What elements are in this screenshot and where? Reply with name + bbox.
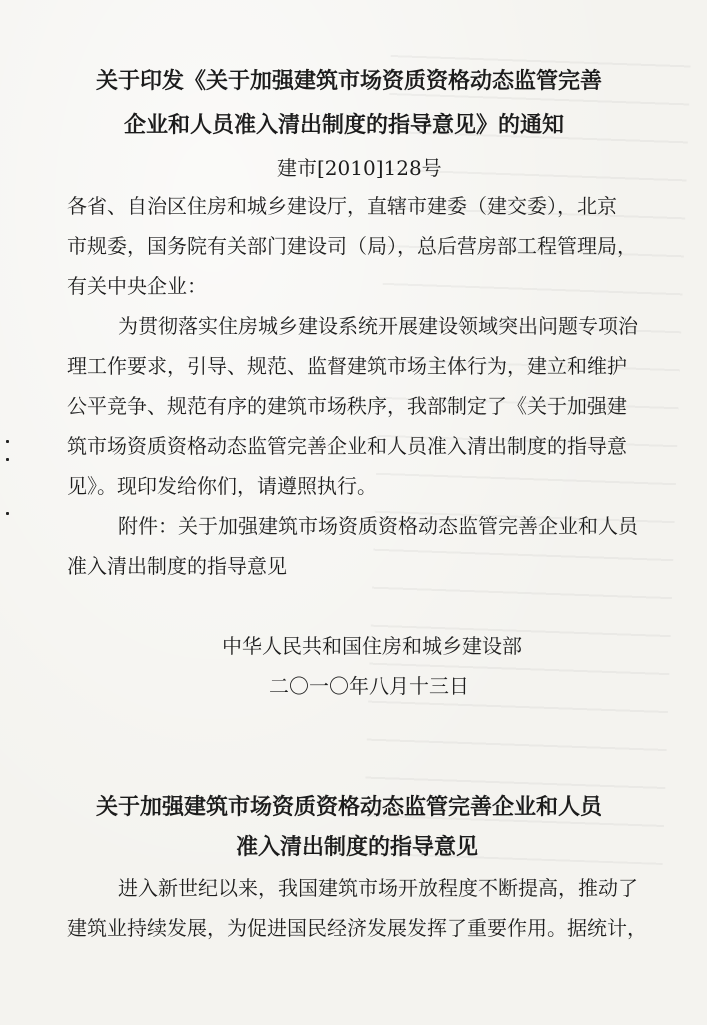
- recipients-line-2: 市规委，国务院有关部门建设司（局），总后营房部工程管理局，: [67, 234, 637, 258]
- notice-title-line-1: 关于印发《关于加强建筑市场资质资格动态监管完善: [96, 69, 603, 94]
- guidance-body-line-1: 进入新世纪以来，我国建筑市场开放程度不断提高，推动了: [118, 876, 638, 900]
- body-line-1: 为贯彻落实住房城乡建设系统开展建设领域突出问题专项治: [118, 314, 638, 338]
- body-line-2: 理工作要求，引导、规范、监督建筑市场主体行为，建立和维护: [67, 354, 627, 378]
- scan-speck: [6, 512, 9, 515]
- attachment-line-2: 准入清出制度的指导意见: [67, 554, 287, 578]
- body-line-5: 见》。现印发给你们，请遵照执行。: [67, 474, 377, 498]
- issue-date: 二〇一〇年八月十三日: [269, 674, 469, 698]
- scan-speck: [6, 440, 9, 443]
- notice-title-line-2: 企业和人员准入清出制度的指导意见》的通知: [124, 113, 565, 138]
- recipients-line-1: 各省、自治区住房和城乡建设厅，直辖市建委（建交委），北京: [67, 194, 617, 218]
- guidance-body-line-2: 建筑业持续发展，为促进国民经济发展发挥了重要作用。据统计，: [67, 916, 647, 940]
- body-line-4: 筑市场资质资格动态监管完善企业和人员准入清出制度的指导意: [67, 434, 627, 458]
- document-number: 建市[2010]128号: [277, 156, 442, 180]
- issuing-authority: 中华人民共和国住房和城乡建设部: [222, 634, 522, 658]
- body-line-3: 公平竞争、规范有序的建筑市场秩序，我部制定了《关于加强建: [67, 394, 627, 418]
- recipients-line-3: 有关中央企业：: [67, 274, 207, 298]
- guidance-title-line-2: 准入清出制度的指导意见: [236, 835, 479, 860]
- attachment-line-1: 附件：关于加强建筑市场资质资格动态监管完善企业和人员: [118, 514, 638, 538]
- scan-speck: [6, 458, 9, 461]
- guidance-title-line-1: 关于加强建筑市场资质资格动态监管完善企业和人员: [96, 795, 603, 820]
